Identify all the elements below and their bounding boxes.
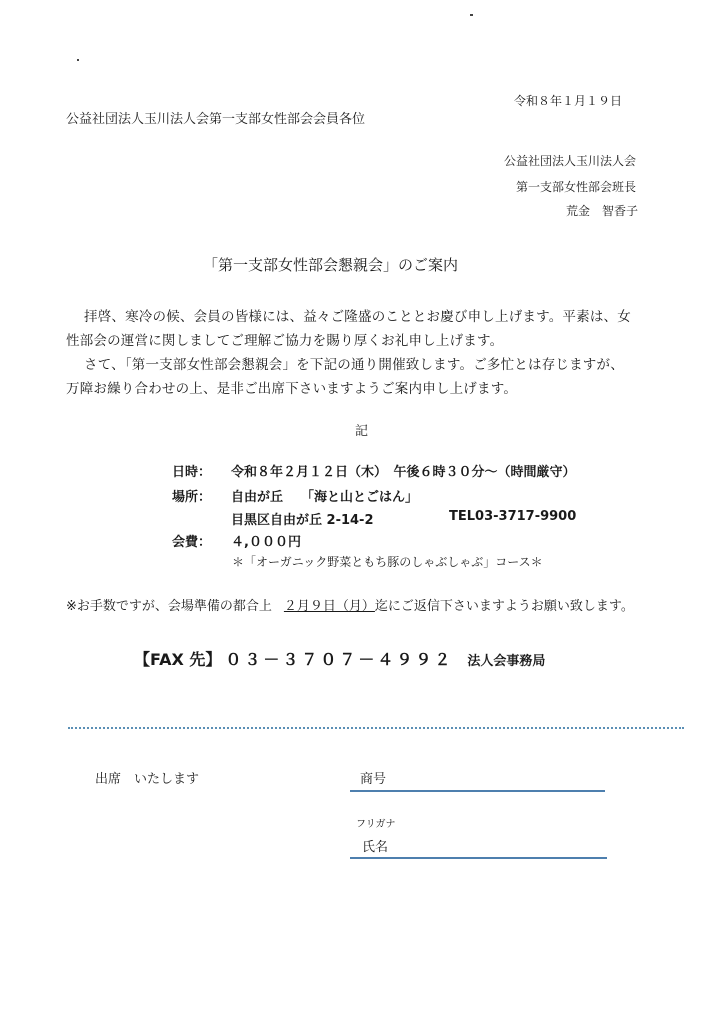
body-line: 万障お繰り合わせの上、是非ご出席下さいますようご案内申し上げます。 <box>66 381 518 397</box>
shimei-label: 氏名 <box>362 840 389 855</box>
fax-line <box>134 647 545 670</box>
datetime-value: 令和８年２月１２日（木） 午後６時３０分～（時間厳守） <box>231 465 576 480</box>
furigana-label: フリガナ <box>356 819 396 830</box>
sender-name: 荒金 智香子 <box>566 204 639 218</box>
fee-label: 会費： <box>172 535 212 550</box>
venue-tel: TEL03-3717-9900 <box>449 509 577 524</box>
course-note: ＊「オーガニック野菜ともち豚のしゃぶしゃぶ」コース＊ <box>232 555 543 569</box>
attendance-label: 出席 いたします <box>95 772 200 787</box>
scan-speck <box>470 14 473 16</box>
fee-value: ４,０００円 <box>231 535 301 550</box>
reply-prefix: ※お手数ですが、会場準備の都合上 <box>66 599 272 614</box>
ki-mark: 記 <box>355 424 369 439</box>
fax-destination: 法人会事務局 <box>467 654 546 669</box>
sender-role: 第一支部女性部会班長 <box>516 180 637 194</box>
sender-org: 公益社団法人玉川法人会 <box>504 154 637 168</box>
scan-speck <box>77 59 79 61</box>
shogo-label: 商号 <box>360 772 387 787</box>
cut-line <box>68 727 684 729</box>
page-title: 「第一支部女性部会懇親会」のご案内 <box>203 256 459 274</box>
fax-number: ０３－３７０７－４９９２ <box>225 650 454 669</box>
document-date: 令和８年１月１９日 <box>514 94 623 108</box>
place-venue: 「海と山とごはん」 <box>301 490 419 505</box>
place-area: 自由が丘 <box>231 490 284 505</box>
shimei-field-line[interactable] <box>350 857 607 859</box>
place-label: 場所： <box>172 490 212 505</box>
body-line: 拝啓、寒冷の候、会員の皆様には、益々ご隆盛のこととお慶び申し上げます。平素は、女 <box>84 309 631 325</box>
reply-deadline: ２月９日（月） <box>283 599 375 614</box>
reply-note <box>66 595 634 614</box>
reply-suffix: 迄にご返信下さいますようお願い致します。 <box>374 599 634 614</box>
shogo-field-line[interactable] <box>350 790 605 792</box>
addressee: 公益社団法人玉川法人会第一支部女性部会会員各位 <box>66 112 366 127</box>
fax-label: 【FAX 先】 <box>134 650 222 669</box>
body-line: さて、「第一支部女性部会懇親会」を下記の通り開催致します。ご多忙とは存じますが、 <box>84 357 624 373</box>
body-line: 性部会の運営に関しましてご理解ご協力を賜り厚くお礼申し上げます。 <box>66 333 504 349</box>
venue-address: 目黒区自由が丘 2-14-2 <box>231 513 374 528</box>
datetime-label: 日時： <box>172 465 212 480</box>
